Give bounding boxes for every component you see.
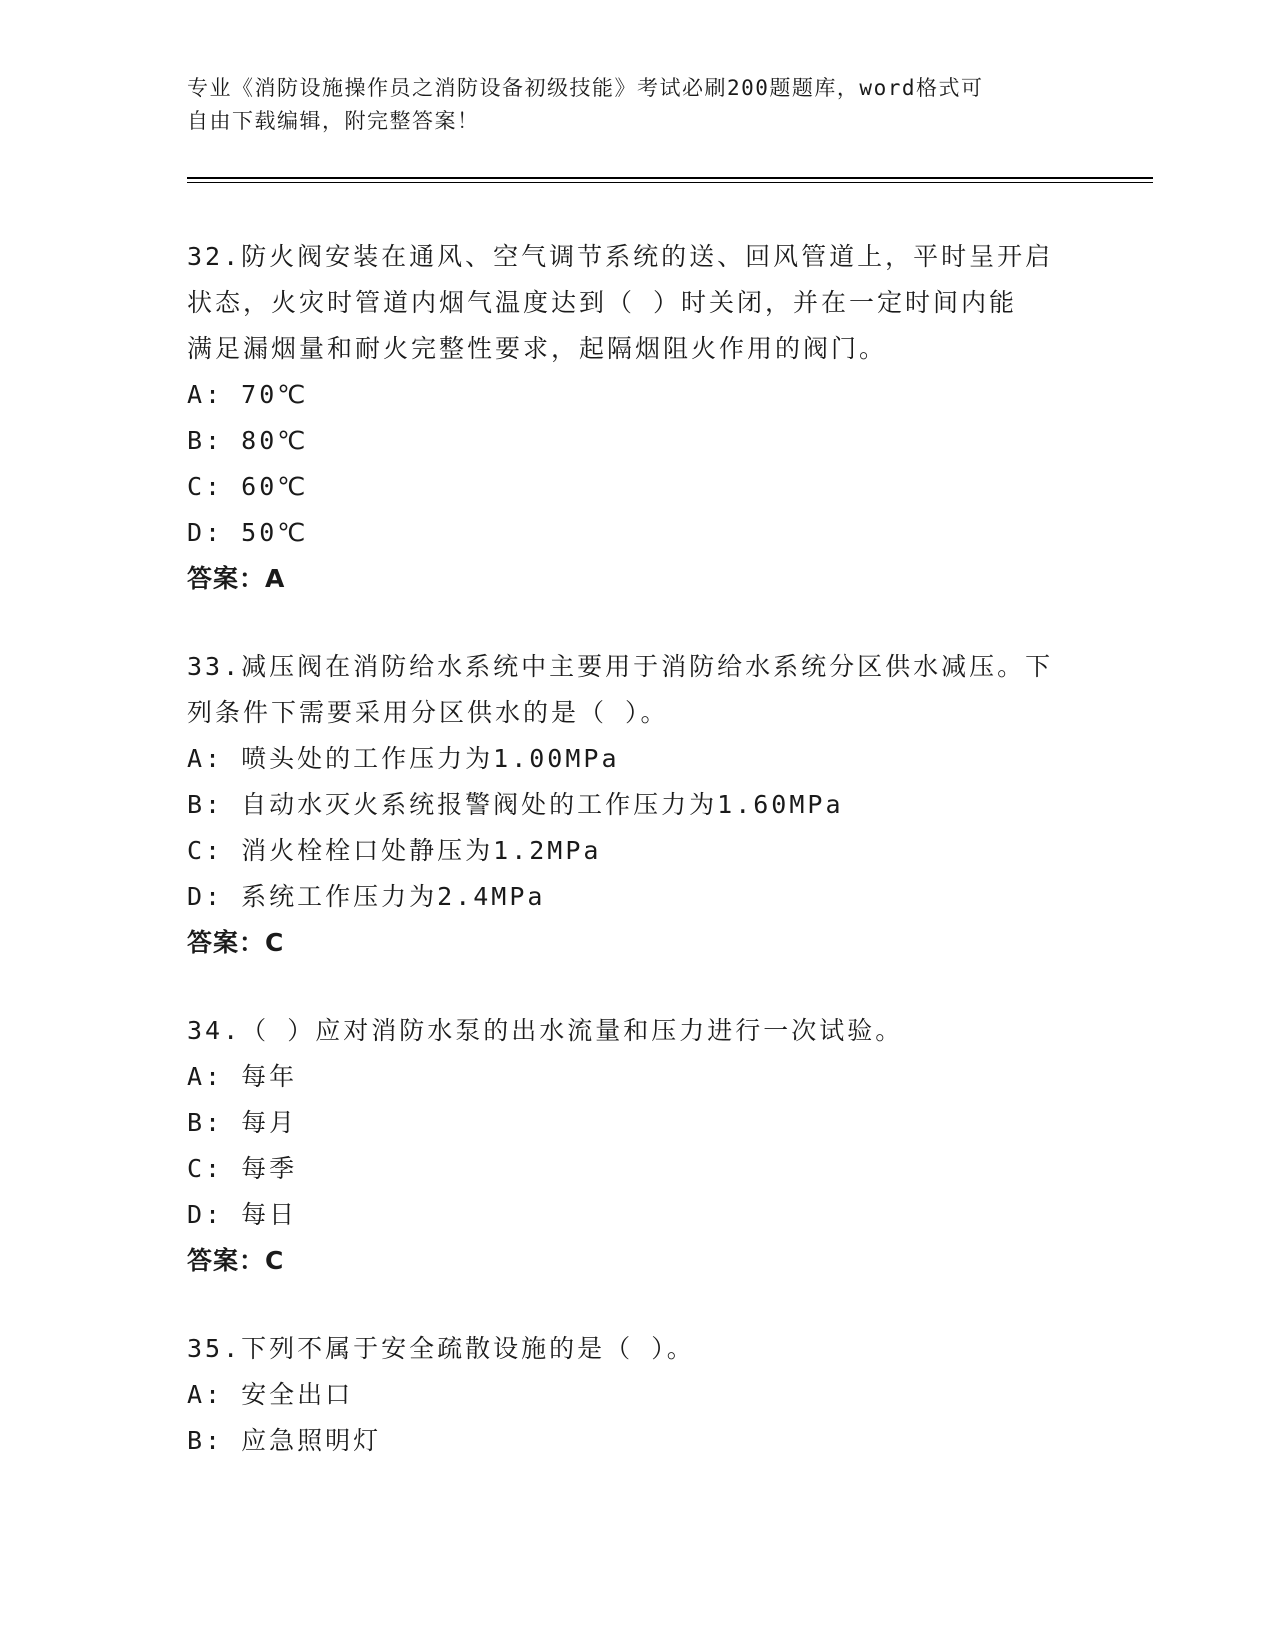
- question-stem: [187, 234, 1087, 372]
- option-b: B: 80℃: [187, 426, 309, 455]
- question-stem: [187, 1008, 1087, 1054]
- option-a: A: 安全出口: [187, 1380, 354, 1409]
- question-33: [187, 644, 1087, 966]
- question-35: [187, 1326, 1087, 1464]
- option-c: C: 每季: [187, 1154, 298, 1183]
- option-b: B: 自动水灭火系统报警阀处的工作压力为1.60MPa: [187, 790, 844, 819]
- option-b: B: 每月: [187, 1108, 298, 1137]
- document-header: [187, 72, 1087, 138]
- option-a: A: 70℃: [187, 380, 309, 409]
- option-a: A: 每年: [187, 1062, 298, 1091]
- option-c: C: 60℃: [187, 472, 309, 501]
- option-d: D: 系统工作压力为2.4MPa: [187, 882, 546, 911]
- option-c: C: 消火栓栓口处静压为1.2MPa: [187, 836, 602, 865]
- answer: 答案：A: [187, 564, 286, 593]
- answer: 答案：C: [187, 1246, 285, 1275]
- option-d: D: 50℃: [187, 518, 309, 547]
- option-b: B: 应急照明灯: [187, 1426, 382, 1455]
- header-rule-thin: [187, 182, 1153, 183]
- question-stem: [187, 1326, 1087, 1372]
- header-line-1: 专业《消防设施操作员之消防设备初级技能》考试必刷200题题库，word格式可: [187, 76, 984, 100]
- option-a: A: 喷头处的工作压力为1.00MPa: [187, 744, 620, 773]
- stem-line: 34.（ ）应对消防水泵的出水流量和压力进行一次试验。: [187, 1016, 904, 1045]
- stem-line: 33.减压阀在消防给水系统中主要用于消防给水系统分区供水减压。下: [187, 652, 1054, 681]
- question-stem: [187, 644, 1087, 736]
- header-rule-thick: [187, 177, 1153, 179]
- stem-line: 满足漏烟量和耐火完整性要求，起隔烟阻火作用的阀门。: [187, 334, 888, 363]
- header-line-2: 自由下载编辑，附完整答案！: [187, 109, 480, 133]
- stem-line: 32.防火阀安装在通风、空气调节系统的送、回风管道上，平时呈开启: [187, 242, 1054, 271]
- stem-line: 列条件下需要采用分区供水的是（ ）。: [187, 698, 669, 727]
- stem-line: 35.下列不属于安全疏散设施的是（ ）。: [187, 1334, 695, 1363]
- question-list: [187, 234, 1087, 1506]
- question-32: [187, 234, 1087, 602]
- question-34: [187, 1008, 1087, 1284]
- option-d: D: 每日: [187, 1200, 298, 1229]
- stem-line: 状态，火灾时管道内烟气温度达到（ ）时关闭，并在一定时间内能: [187, 288, 1018, 317]
- answer: 答案：C: [187, 928, 285, 957]
